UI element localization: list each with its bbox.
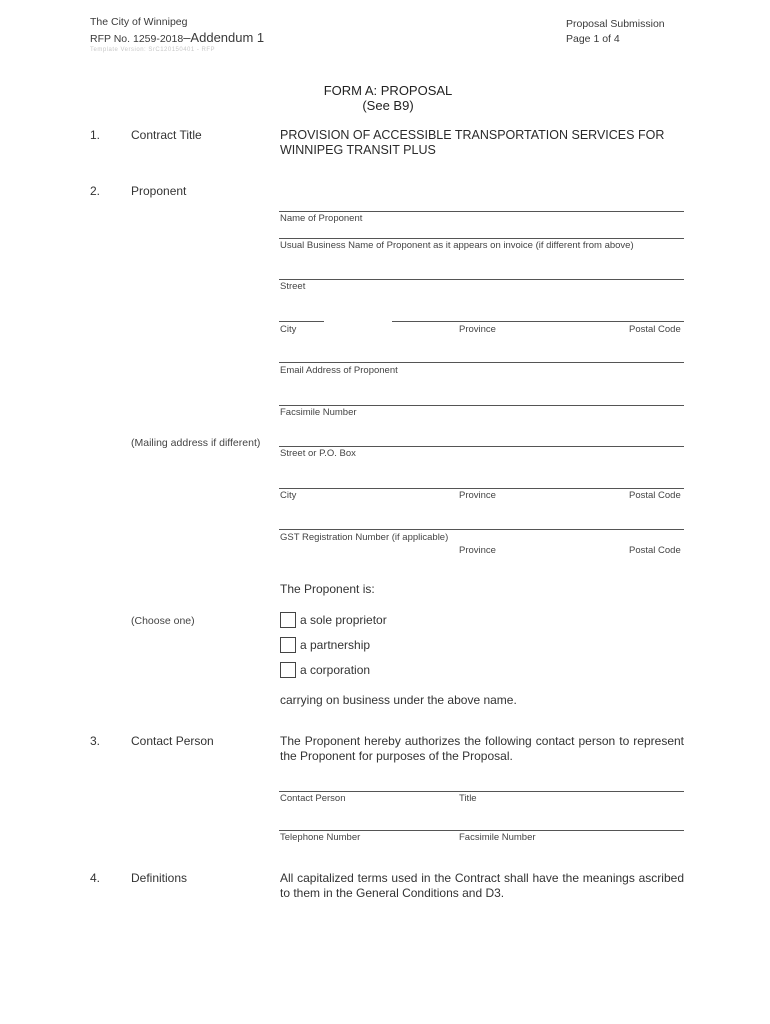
form-subtitle: (See B9): [362, 98, 414, 113]
partnership-checkbox[interactable]: [280, 637, 296, 653]
telephone-line[interactable]: [279, 830, 684, 831]
contract-title: PROVISION OF ACCESSIBLE TRANSPORTATION SERVICES FOR WINNIPEG TRANSIT PLUS: [280, 128, 665, 157]
section-4-number: 4.: [90, 871, 101, 885]
province-3-label: Province: [459, 545, 496, 556]
street-label: Street: [280, 281, 306, 292]
gst-line[interactable]: [279, 529, 684, 530]
telephone-label: Telephone Number: [280, 832, 361, 843]
carrying-on-business-text: carrying on business under the above name.: [280, 693, 517, 707]
definitions-text: All capitalized terms used in the Contract shall have the meanings ascribed to them in the General Conditions and D3.: [280, 871, 684, 900]
section-3-label: Contact Person: [131, 734, 214, 748]
header-page-number: Page 1 of 4: [566, 33, 620, 45]
section-3-number: 3.: [90, 734, 101, 748]
sole-proprietor-label: a sole proprietor: [300, 613, 387, 627]
corporation-checkbox[interactable]: [280, 662, 296, 678]
city-line[interactable]: [279, 321, 324, 322]
postal-code-label: Postal Code: [629, 324, 681, 335]
province-label: Province: [459, 324, 496, 335]
email-line[interactable]: [279, 362, 684, 363]
city-label: City: [280, 324, 297, 335]
email-label: Email Address of Proponent: [280, 365, 398, 376]
province-2-label: Province: [459, 490, 496, 501]
header-addendum: –Addendum 1: [183, 30, 265, 45]
city-2-label: City: [280, 490, 297, 501]
city-2-line[interactable]: [279, 488, 684, 489]
facsimile-2-label: Facsimile Number: [459, 832, 536, 843]
header-rfp: [90, 30, 264, 45]
section-4-label: Definitions: [131, 871, 188, 885]
proponent-is-heading: The Proponent is:: [280, 582, 375, 596]
usual-business-name-label: Usual Business Name of Proponent as it appears on invoice (if different from above): [280, 240, 634, 251]
form-title: FORM A: PROPOSAL: [323, 83, 453, 98]
section-2-label: Proponent: [131, 184, 187, 198]
postal-code-2-label: Postal Code: [629, 490, 681, 501]
header-template-version: Template Version: SrC120150401 - RFP: [90, 47, 216, 53]
province-postal-line[interactable]: [392, 321, 684, 322]
postal-code-3-label: Postal Code: [629, 545, 681, 556]
header-proposal-submission: Proposal Submission: [566, 18, 665, 30]
choose-one-note: (Choose one): [131, 615, 195, 627]
section-1-label: Contract Title: [131, 128, 202, 142]
contact-person-text: The Proponent hereby authorizes the following contact person to represent the Proponent for purposes of the Proposal.: [280, 734, 684, 763]
name-of-proponent-label: Name of Proponent: [280, 213, 363, 224]
section-2-number: 2.: [90, 184, 101, 198]
facsimile-label: Facsimile Number: [280, 407, 357, 418]
street-line[interactable]: [279, 279, 684, 280]
facsimile-line[interactable]: [279, 405, 684, 406]
header-city: The City of Winnipeg: [90, 16, 188, 28]
usual-business-name-line[interactable]: [279, 238, 684, 239]
title-label: Title: [459, 793, 477, 804]
contact-person-label: Contact Person: [280, 793, 346, 804]
mailing-address-note: (Mailing address if different): [131, 437, 261, 449]
street-po-label: Street or P.O. Box: [280, 448, 356, 459]
sole-proprietor-checkbox[interactable]: [280, 612, 296, 628]
section-1-number: 1.: [90, 128, 101, 142]
partnership-label: a partnership: [300, 638, 371, 652]
contact-person-line[interactable]: [279, 791, 684, 792]
header-rfp-number: RFP No. 1259-2018: [90, 33, 184, 45]
street-po-line[interactable]: [279, 446, 684, 447]
gst-label: GST Registration Number (if applicable): [280, 532, 449, 543]
corporation-label: a corporation: [300, 663, 371, 677]
name-of-proponent-line[interactable]: [279, 211, 684, 212]
